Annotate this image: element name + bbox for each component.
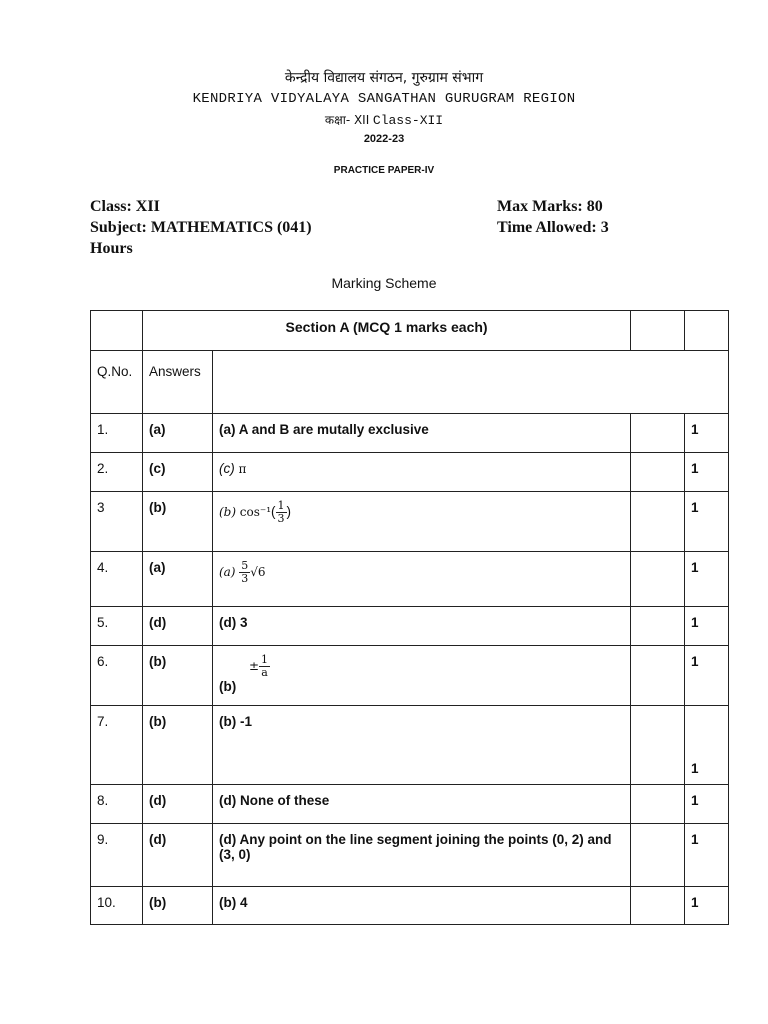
question-number: 10.	[91, 887, 143, 925]
answer-option: (b)	[142, 646, 212, 706]
marks: 1	[685, 706, 729, 785]
answer-detail	[212, 453, 630, 492]
marks: 1	[685, 414, 729, 453]
answer-detail: (b) 4	[212, 887, 630, 925]
plus-minus: ±	[248, 659, 260, 674]
question-number: 2.	[91, 453, 143, 492]
empty-cell	[631, 824, 685, 887]
fraction-denominator: a	[261, 666, 268, 679]
fraction-denominator: 3	[241, 572, 249, 585]
question-number: 8.	[91, 785, 143, 824]
hours-label: Hours	[90, 240, 133, 257]
answer-row	[91, 414, 729, 453]
answer-row	[91, 887, 729, 925]
answer-option: (c)	[142, 453, 212, 492]
max-marks-label: Max Marks: 80	[497, 198, 603, 215]
answer-row	[91, 453, 729, 492]
marks: 1	[685, 492, 729, 552]
empty-cell	[631, 552, 685, 607]
session-year: 2022-23	[363, 133, 405, 145]
answer-row	[91, 785, 729, 824]
root-six: √6	[250, 565, 266, 580]
pi-symbol: π	[238, 462, 247, 476]
answer-detail	[212, 607, 630, 646]
answer-row	[91, 492, 729, 552]
cos-inverse: cos⁻¹	[239, 505, 272, 520]
answer-detail: (b) cos⁻¹( $\frac{1}{3}$ )	[212, 492, 630, 552]
question-number: 9.	[91, 824, 143, 887]
answers-header: Answers	[142, 351, 212, 414]
answer-option: (a)	[142, 552, 212, 607]
marks: 1	[685, 453, 729, 492]
marks: 1	[685, 646, 729, 706]
detail-text: (b)	[218, 505, 237, 520]
answer-option: (d)	[142, 607, 212, 646]
question-number: 4.	[91, 552, 143, 607]
fraction-numerator: 1	[277, 499, 285, 512]
answer-row	[91, 706, 729, 785]
fraction-denominator: 3	[277, 512, 285, 525]
empty-cell	[631, 785, 685, 824]
answer-option: (d)	[142, 824, 212, 887]
empty-cell	[631, 607, 685, 646]
answer-detail: (b) -1	[212, 706, 630, 785]
question-number: 3	[91, 492, 143, 552]
marks: 1	[685, 607, 729, 646]
answer-detail	[212, 552, 630, 607]
paper-title: PRACTICE PAPER-IV	[333, 165, 435, 176]
class-label: Class: XII	[90, 198, 160, 215]
question-number: 6.	[91, 646, 143, 706]
answer-row	[91, 607, 729, 646]
marking-scheme-title: Marking Scheme	[331, 275, 437, 291]
answer-option: (b)	[142, 492, 212, 552]
section-title: Section A (MCQ 1 marks each)	[142, 311, 630, 351]
detail-label: (a) A and B are mutally exclusive	[218, 422, 429, 437]
answer-option: (d)	[142, 785, 212, 824]
empty-cell	[631, 414, 685, 453]
column-header-row	[91, 351, 729, 414]
empty-cell	[631, 453, 685, 492]
empty-cell	[631, 492, 685, 552]
marks: 1	[685, 824, 729, 887]
answer-detail: (d) Any point on the line segment joining the points (0, 2) and (3, 0)	[212, 824, 630, 887]
fraction	[239, 560, 250, 585]
fraction-numerator: 1	[261, 653, 269, 666]
marks: 1	[685, 887, 729, 925]
fraction-numerator: 5	[241, 559, 249, 572]
answer-row	[91, 646, 729, 706]
class-hindi: कक्षा- XII	[324, 113, 370, 127]
detail-text: (b)	[218, 679, 237, 694]
class-english: Class-XII	[372, 113, 444, 128]
class-line	[0, 111, 768, 128]
org-name-hindi: केन्द्रीय विद्यालय संगठन, गुरुग्राम संभाग	[284, 70, 484, 86]
answer-detail: (d) None of these	[212, 785, 630, 824]
answer-option: (b)	[142, 706, 212, 785]
question-number: 7.	[91, 706, 143, 785]
detail-label: (d) 3	[218, 615, 248, 630]
marking-scheme-table	[90, 310, 729, 925]
org-name-english: KENDRIYA VIDYALAYA SANGATHAN GURUGRAM REGION	[192, 91, 576, 107]
empty-cell	[631, 706, 685, 785]
time-allowed-label: Time Allowed: 3	[497, 219, 609, 236]
empty-cell	[631, 887, 685, 925]
answer-option: (a)	[142, 414, 212, 453]
answer-row	[91, 552, 729, 607]
detail-text: (a)	[218, 565, 236, 580]
marks: 1	[685, 785, 729, 824]
empty-cell	[631, 646, 685, 706]
question-number: 1.	[91, 414, 143, 453]
section-header-row	[91, 311, 729, 351]
fraction	[276, 500, 287, 525]
answer-option: (b)	[142, 887, 212, 925]
answer-row	[91, 824, 729, 887]
marks: 1	[685, 552, 729, 607]
qno-header: Q.No.	[91, 351, 143, 414]
fraction	[259, 654, 270, 679]
answer-detail	[212, 414, 630, 453]
question-number: 5.	[91, 607, 143, 646]
answer-detail	[212, 646, 630, 706]
subject-label: Subject: MATHEMATICS (041)	[90, 219, 312, 236]
detail-text: (c)	[218, 461, 235, 476]
